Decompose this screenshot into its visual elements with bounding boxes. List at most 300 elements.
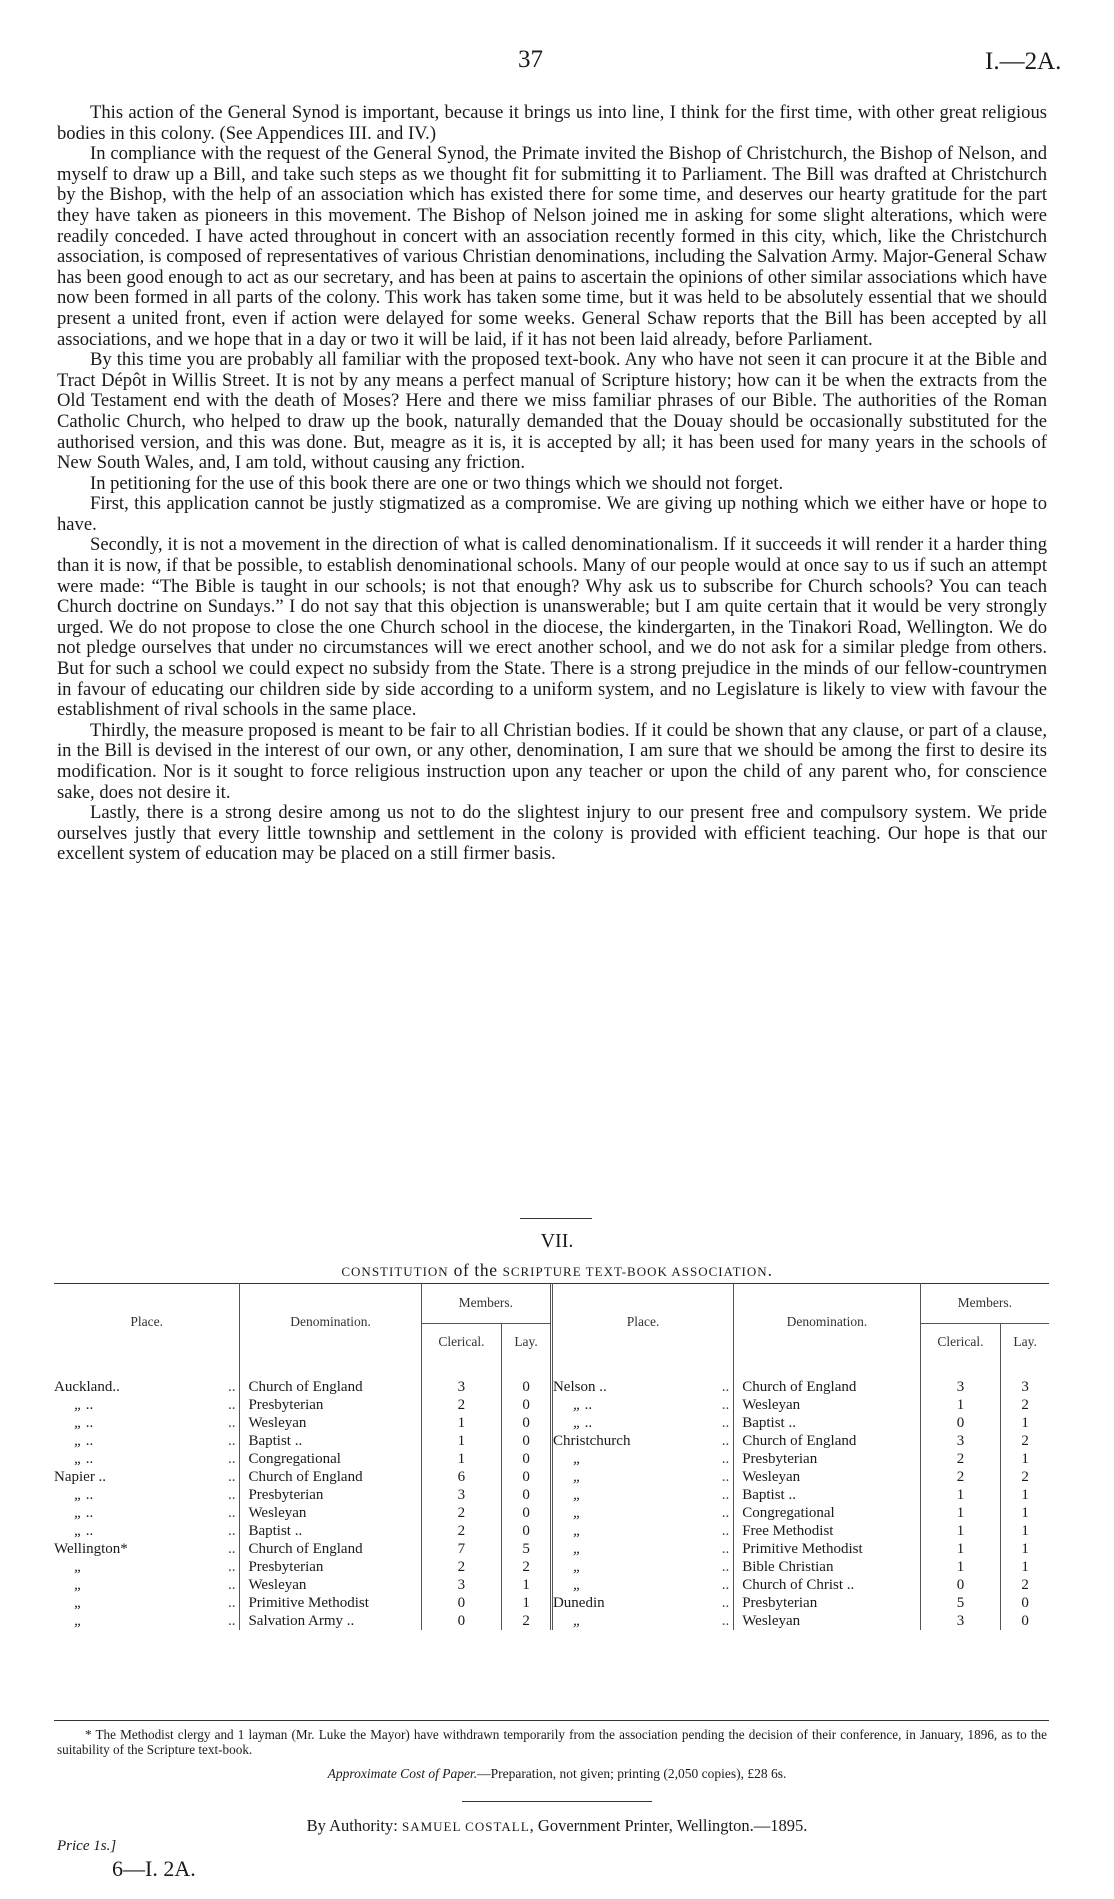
clerical-cell [421,1594,502,1612]
place-cell [551,1414,733,1432]
lay-cell [1001,1378,1049,1396]
place-cell [54,1612,240,1630]
lay-cell [1001,1432,1049,1450]
authority-line [0,1816,1114,1836]
denomination-cell [240,1414,421,1432]
clerical-cell [920,1486,1001,1504]
lay-cell-text: 1 [522,1595,530,1611]
denomination-cell [240,1612,421,1630]
lay-cell-text: 1 [1021,1505,1029,1521]
clerical-cell [421,1576,502,1594]
clerical-cell-text: 3 [956,1613,965,1629]
lay-cell [1001,1540,1049,1558]
place-cell [551,1558,733,1576]
lay-cell [1001,1504,1049,1522]
page-number: 37 [518,46,543,73]
leader-dots: .. [227,1379,236,1395]
place-cell-text: „ [572,1613,582,1629]
denomination-cell-text: Salvation Army .. [248,1613,355,1629]
denomination-cell [734,1612,920,1630]
clerical-cell-text: 3 [956,1433,965,1449]
place-cell [54,1468,240,1486]
clerical-cell [920,1612,1001,1630]
place-cell-text: „ .. [572,1397,593,1413]
header-members-right: Members. [920,1283,1049,1324]
lay-cell-text: 0 [522,1505,530,1521]
denomination-cell [734,1414,920,1432]
place-cell [54,1504,240,1522]
place-cell [54,1378,240,1396]
denomination-cell [734,1522,920,1540]
clerical-cell-text: 2 [457,1397,466,1413]
denomination-cell [240,1576,421,1594]
place-cell-text: „ [572,1577,582,1593]
leader-dots: .. [721,1577,730,1593]
leader-dots: .. [721,1505,730,1521]
clerical-cell-text: 2 [457,1559,466,1575]
leader-dots: .. [227,1613,236,1629]
denomination-cell [240,1450,421,1468]
footnote-text: * The Methodist clergy and 1 layman (Mr. Luke the Mayor) have withdrawn temporarily from the association pending the decision of their conference, in January, 1896, as to the suitability of the Scripture text-book. [57,1727,1047,1757]
leader-dots: .. [227,1469,236,1485]
lay-cell [1001,1594,1049,1612]
lay-cell [502,1468,552,1486]
place-cell-text: Napier .. [54,1469,107,1485]
title-word-constitution: CONSTITUTION [341,1264,449,1279]
clerical-cell [421,1540,502,1558]
lay-cell [1001,1396,1049,1414]
paragraph: In petitioning for the use of this book there are one or two things which we should not forget. [90,472,784,494]
place-cell-text: „ [572,1541,582,1557]
leader-dots: .. [721,1469,730,1485]
leader-dots: .. [227,1451,236,1467]
leader-dots: .. [227,1397,236,1413]
price: Price 1s.] [57,1838,117,1854]
lay-cell [502,1594,552,1612]
clerical-cell [920,1396,1001,1414]
denomination-cell-text: Church of England [742,1433,857,1449]
leader-dots: .. [227,1559,236,1575]
lay-cell [1001,1450,1049,1468]
denomination-cell-text: Wesleyan [248,1505,307,1521]
place-cell-text: „ [74,1595,83,1611]
place-cell-text: „ [572,1559,582,1575]
constitution-table [54,1283,1049,1630]
paragraph: By this time you are probably all familiar with the proposed text-book. Any who have not seen it can procure it at the Bible and Tract Dépôt in Willis Street. It is not by any means a perfect manual of Scripture history; how can it be when the extracts from the Old Testament end with the death of Moses? Here and there we miss familiar phrases of our Bible. The authorities of the Roman Catholic Church, who helped to draw up the book, naturally demanded that the Douay should be occasionally substituted for the authorised version, and this was done. But, meagre as it is, it is accepted by all; it has been used for many years in the schools of New South Wales, and, I am told, without causing any friction. [57,349,1047,474]
place-cell [551,1378,733,1396]
paragraph: Secondly, it is not a movement in the direction of what is called denominationalism. If it succeeds it will render it a harder thing than it is now, if that be possible, to establish denominational schools. Many of our people would at once say to us if such an attempt were made: “The Bible is taught in our schools; is not that enough? Why ask us to subscribe for Church schools? You can teach Church doctrine on Sundays.” I do not say that this objection is unanswerable; but I am quite certain that it would be very strongly urged. We do not propose to close the one Church school in the diocese, the kindergarten, in the Tinakori Road, Wellington. We do not pledge ourselves that under no circumstances will we erect another school, and we do not ask for a similar pledge from others. But for such a school we could expect no subsidy from the State. There is a strong prejudice in the minds of our fellow-countrymen in favour of educating our children side by side according to a uniform system, and no Legislature is likely to view with favour the establishment of rival schools in the same place. [57,534,1047,721]
clerical-cell-text: 1 [457,1451,466,1467]
denomination-cell-text: Baptist .. [248,1433,303,1449]
lay-cell [502,1504,552,1522]
lay-cell-text: 0 [522,1469,530,1485]
header-denomination-right: Denomination. [734,1283,920,1360]
paragraph: In compliance with the request of the General Synod, the Primate invited the Bishop of Christchurch, the Bishop of Nelson, and myself to draw up a Bill, and take such steps as we thought fit for submitting it to Parliament. The Bill was drafted at Christchurch by the Bishop, with the help of an association which has existed there for some time, and deserves our hearty gratitude for the part they have taken as pioneers in this movement. The Bishop of Nelson joined me in asking for some slight alterations, which were readily conceded. I have acted throughout in concert with an association recently formed in this city, which, like the Christchurch association, is composed of representatives of various Christian denominations, including the Salvation Army. Major-General Schaw has been good enough to act as our secretary, and has been at pains to ascertain the opinions of other similar associations which have now been formed in all parts of the colony. This work has taken some time, but it was held to be absolutely essential that we should present a united front, even if action were delayed for some weeks. General Schaw reports that the Bill has been accepted by all associations, and we hope that in a day or two it will be laid, if it has not been laid already, before Parliament. [57,143,1047,350]
leader-dots: .. [227,1487,236,1503]
lay-cell-text: 1 [1021,1559,1029,1575]
section-divider [520,1218,592,1219]
clerical-cell [421,1558,502,1576]
lay-cell-text: 1 [1021,1451,1029,1467]
denomination-cell [734,1486,920,1504]
header-clerical-left: Clerical. [421,1324,502,1361]
clerical-cell [421,1378,502,1396]
clerical-cell-text: 3 [457,1379,466,1395]
place-cell-text: Dunedin [552,1595,605,1611]
table-row [54,1540,1049,1558]
clerical-cell [920,1414,1001,1432]
clerical-cell [920,1468,1001,1486]
lay-cell-text: 0 [522,1415,530,1431]
denomination-cell [240,1594,421,1612]
clerical-cell-text: 2 [457,1523,466,1539]
clerical-cell-text: 2 [956,1469,965,1485]
header-members-left: Members. [421,1283,551,1324]
table-row [54,1486,1049,1504]
denomination-cell [734,1432,920,1450]
place-cell-text: „ [74,1577,83,1593]
leader-dots: .. [721,1523,730,1539]
leader-dots: .. [227,1523,236,1539]
lay-cell-text: 1 [1021,1523,1029,1539]
place-cell [54,1396,240,1414]
lay-cell-text: 2 [1021,1397,1029,1413]
table-row [54,1450,1049,1468]
leader-dots: .. [227,1433,236,1449]
place-cell [54,1486,240,1504]
clerical-cell-text: 3 [956,1379,965,1395]
clerical-cell [421,1486,502,1504]
denomination-cell-text: Baptist .. [742,1415,796,1431]
clerical-cell-text: 0 [956,1577,965,1593]
denomination-cell [240,1432,421,1450]
place-cell [54,1540,240,1558]
denomination-cell-text: Wesleyan [248,1415,307,1431]
denomination-cell-text: Free Methodist [742,1523,834,1539]
denomination-cell-text: Presbyterian [742,1451,818,1467]
denomination-cell [240,1522,421,1540]
clerical-cell-text: 7 [457,1541,466,1557]
leader-dots: .. [721,1397,730,1413]
denomination-cell-text: Congregational [742,1505,835,1521]
leader-dots: .. [721,1559,730,1575]
table-row [54,1432,1049,1450]
place-cell-text: „ [572,1523,582,1539]
clerical-cell [920,1504,1001,1522]
table-row [54,1612,1049,1630]
footnote [57,1727,1047,1757]
place-cell [54,1594,240,1612]
place-cell [551,1396,733,1414]
clerical-cell [920,1432,1001,1450]
denomination-cell-text: Presbyterian [248,1397,324,1413]
table-row [54,1378,1049,1396]
paragraph: First, this application cannot be justly stigmatized as a compromise. We are giving up nothing which we either have or hope to have. [57,493,1047,535]
place-cell-text: „ [572,1487,582,1503]
denomination-cell [734,1468,920,1486]
place-cell [54,1522,240,1540]
clerical-cell [920,1378,1001,1396]
denomination-cell-text: Church of England [742,1379,857,1395]
place-cell [551,1594,733,1612]
leader-dots: .. [721,1433,730,1449]
cost-of-paper [0,1766,1114,1782]
header-denomination-left: Denomination. [240,1283,421,1360]
place-cell-text: „ .. [74,1523,94,1539]
authority-divider [462,1801,652,1802]
denomination-cell-text: Presbyterian [248,1559,324,1575]
place-cell [551,1486,733,1504]
denomination-cell-text: Presbyterian [248,1487,324,1503]
place-cell-text: „ .. [74,1487,94,1503]
lay-cell [502,1486,552,1504]
table-row [54,1576,1049,1594]
denomination-cell [240,1504,421,1522]
header-lay-left: Lay. [502,1324,552,1361]
clerical-cell [920,1558,1001,1576]
clerical-cell-text: 1 [956,1505,965,1521]
place-cell [551,1450,733,1468]
clerical-cell [920,1522,1001,1540]
lay-cell [502,1522,552,1540]
leader-dots: .. [721,1613,730,1629]
lay-cell-text: 1 [1021,1487,1029,1503]
table-row [54,1522,1049,1540]
place-cell-text: „ .. [74,1451,94,1467]
denomination-cell-text: Church of England [248,1379,363,1395]
leader-dots: .. [227,1577,236,1593]
clerical-cell-text: 1 [956,1559,965,1575]
clerical-cell [920,1540,1001,1558]
leader-dots: .. [227,1415,236,1431]
leader-dots: .. [721,1595,730,1611]
place-cell-text: „ .. [74,1415,94,1431]
clerical-cell [421,1522,502,1540]
lay-cell-text: 3 [1021,1379,1029,1395]
denomination-cell-text: Church of England [248,1541,363,1557]
clerical-cell-text: 0 [956,1415,965,1431]
clerical-cell-text: 6 [457,1469,466,1485]
leader-dots: .. [721,1541,730,1557]
denomination-cell [734,1450,920,1468]
clerical-cell [421,1414,502,1432]
lay-cell-text: 0 [522,1433,530,1449]
section-title [0,1260,1114,1281]
lay-cell-text: 2 [522,1613,530,1629]
header-lay-right: Lay. [1001,1324,1049,1361]
place-cell-text: „ .. [74,1397,94,1413]
lay-cell-text: 0 [522,1379,530,1395]
place-cell-text: Auckland.. [54,1379,120,1395]
lay-cell [502,1432,552,1450]
place-cell-text: „ .. [74,1433,94,1449]
page-reference: I.—2A. [985,48,1062,75]
lay-cell-text: 5 [522,1541,530,1557]
clerical-cell [421,1450,502,1468]
clerical-cell-text: 0 [457,1595,466,1611]
denomination-cell [240,1486,421,1504]
place-cell [551,1576,733,1594]
lay-cell-text: 2 [1021,1469,1029,1485]
place-cell-text: „ .. [572,1415,593,1431]
place-cell [54,1432,240,1450]
leader-dots: .. [227,1505,236,1521]
clerical-cell-text: 1 [956,1487,965,1503]
denomination-cell-text: Presbyterian [742,1595,818,1611]
place-cell [551,1522,733,1540]
clerical-cell-text: 1 [956,1397,965,1413]
place-cell [551,1432,733,1450]
denomination-cell-text: Primitive Methodist [742,1541,863,1557]
paragraph: Lastly, there is a strong desire among us not to do the slightest injury to our present free and compulsory system. We pride ourselves justly that every little township and settlement in the colony is provided with efficient teaching. Our hope is that our excellent system of education may be placed on a still firmer basis. [57,802,1047,865]
lay-cell [1001,1612,1049,1630]
place-cell [551,1612,733,1630]
header-place-left: Place. [130,1313,164,1329]
clerical-cell-text: 3 [457,1487,466,1503]
lay-cell [1001,1522,1049,1540]
lay-cell-text: 0 [522,1451,530,1467]
leader-dots: .. [721,1487,730,1503]
denomination-cell-text: Wesleyan [248,1577,307,1593]
place-cell [551,1504,733,1522]
denomination-cell-text: Congregational [248,1451,341,1467]
clerical-cell-text: 5 [956,1595,965,1611]
denomination-cell [734,1396,920,1414]
lay-cell-text: 2 [1021,1577,1029,1593]
lay-cell [1001,1468,1049,1486]
section-number: VII. [540,1230,574,1252]
denomination-cell-text: Church of Christ .. [742,1577,855,1593]
table-row [54,1594,1049,1612]
denomination-cell-text: Wesleyan [742,1397,801,1413]
clerical-cell-text: 1 [457,1433,466,1449]
lay-cell-text: 0 [522,1523,530,1539]
clerical-cell [421,1612,502,1630]
table-row [54,1558,1049,1576]
denomination-cell-text: Bible Christian [742,1559,834,1575]
lay-cell-text: 1 [1021,1415,1029,1431]
lay-cell-text: 2 [522,1559,530,1575]
table-row [54,1504,1049,1522]
denomination-cell [734,1540,920,1558]
place-cell [54,1414,240,1432]
denomination-cell [734,1594,920,1612]
header-spacer [54,1360,1049,1378]
cost-label: Approximate Cost of Paper. [327,1766,478,1781]
place-cell-text: Christchurch [552,1433,631,1449]
leader-dots: .. [721,1379,730,1395]
leader-dots: .. [227,1541,236,1557]
clerical-cell [421,1468,502,1486]
cost-text: —Preparation, not given; printing (2,050 copies), £28 6s. [477,1766,787,1781]
paragraph: This action of the General Synod is important, because it brings us into line, I think for the first time, with other great religious bodies in this colony. (See Appendices III. and IV.) [57,102,1047,144]
denomination-cell-text: Wesleyan [742,1469,801,1485]
clerical-cell [421,1396,502,1414]
place-cell [551,1468,733,1486]
lay-cell-text: 0 [1021,1613,1029,1629]
denomination-cell-text: Baptist .. [248,1523,303,1539]
lay-cell-text: 1 [1021,1541,1029,1557]
clerical-cell-text: 1 [457,1415,466,1431]
denomination-cell-text: Wesleyan [742,1613,801,1629]
denomination-cell [240,1396,421,1414]
clerical-cell-text: 3 [457,1577,466,1593]
paragraph: Thirdly, the measure proposed is meant to be fair to all Christian bodies. If it could be shown that any clause, or part of a clause, in the Bill is devised in the interest of our own, or any other, denomination, I am sure that we should be among the first to desire its modification. Nor is it sought to force religious instruction upon any teacher or upon the child of any parent who, for conscience sake, does not desire it. [57,719,1047,803]
place-cell-text: „ [74,1559,83,1575]
header-clerical-right: Clerical. [920,1324,1001,1361]
place-cell-text: Wellington* [54,1541,128,1557]
table-row [54,1414,1049,1432]
denomination-cell [734,1378,920,1396]
leader-dots: .. [227,1595,236,1611]
place-cell [54,1450,240,1468]
lay-cell [1001,1558,1049,1576]
lay-cell-text: 2 [1021,1433,1029,1449]
authority-prefix: By Authority: [306,1816,402,1835]
lay-cell [502,1540,552,1558]
lay-cell [502,1414,552,1432]
lay-cell [502,1378,552,1396]
title-connector: of the [448,1260,503,1280]
lay-cell [1001,1486,1049,1504]
lay-cell [502,1558,552,1576]
denomination-cell [734,1558,920,1576]
lay-cell [502,1576,552,1594]
lay-cell-text: 0 [522,1397,530,1413]
clerical-cell [421,1504,502,1522]
table-body [54,1360,1049,1630]
place-cell-text: „ .. [74,1505,94,1521]
clerical-cell [920,1576,1001,1594]
lay-cell-text: 1 [522,1577,530,1593]
table-row [54,1468,1049,1486]
clerical-cell-text: 1 [956,1523,965,1539]
lay-cell [502,1450,552,1468]
denomination-cell [734,1576,920,1594]
place-cell [54,1576,240,1594]
clerical-cell-text: 1 [956,1541,965,1557]
lay-cell [502,1612,552,1630]
denomination-cell-text: Church of England [248,1469,363,1485]
denomination-cell [240,1468,421,1486]
table-bottom-rule [54,1720,1049,1721]
printer-name: SAMUEL COSTALL [401,1819,530,1834]
denomination-cell [240,1558,421,1576]
clerical-cell [421,1432,502,1450]
lay-cell-text: 0 [522,1487,530,1503]
table-row [54,1396,1049,1414]
lay-cell [502,1396,552,1414]
place-cell [54,1558,240,1576]
place-cell-text: Nelson .. [552,1379,607,1395]
place-cell-text: „ [572,1505,582,1521]
place-cell-text: „ [74,1613,83,1629]
clerical-cell [920,1450,1001,1468]
lay-cell-text: 0 [1021,1595,1029,1611]
clerical-cell-text: 2 [457,1505,466,1521]
header-place-right: Place. [551,1283,733,1360]
clerical-cell [920,1594,1001,1612]
denomination-cell [240,1378,421,1396]
authority-suffix: , Government Printer, Wellington.—1895. [529,1816,808,1835]
denomination-cell [734,1504,920,1522]
title-association-name: SCRIPTURE TEXT-BOOK ASSOCIATION [502,1264,768,1279]
clerical-cell-text: 2 [956,1451,965,1467]
place-cell-text: „ [572,1451,582,1467]
leader-dots: .. [721,1415,730,1431]
clerical-cell-text: 0 [457,1613,466,1629]
lay-cell [1001,1414,1049,1432]
